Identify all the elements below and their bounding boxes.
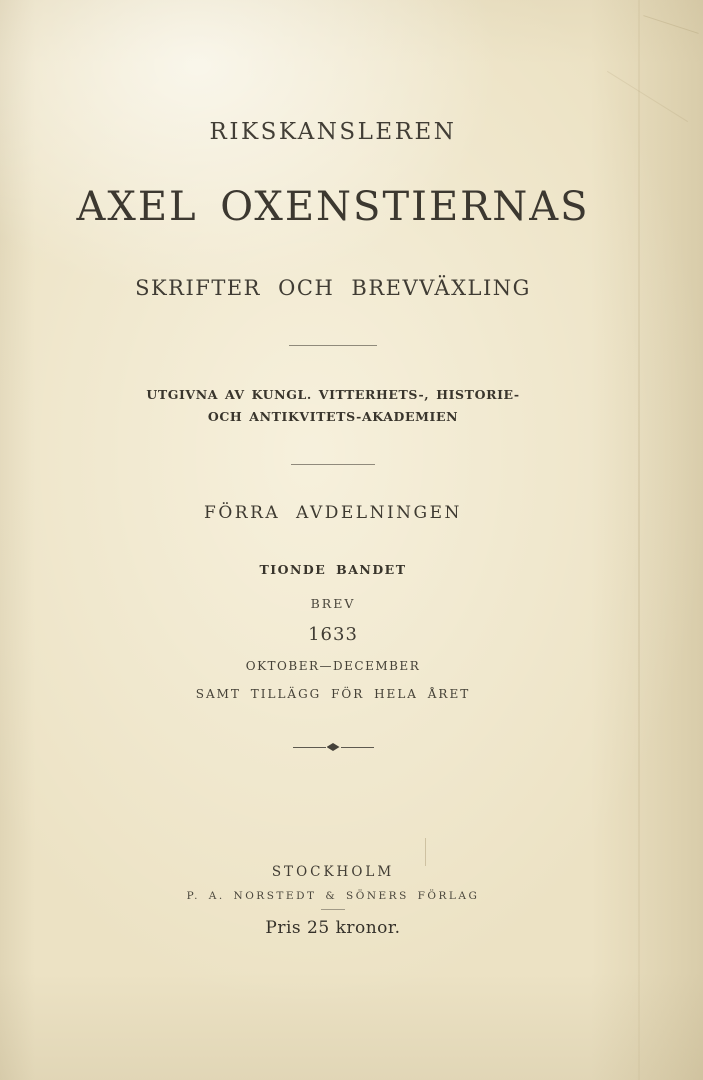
paper-crease-top-right-1: [643, 15, 698, 34]
ornament-line-right: [341, 747, 374, 748]
series-volume: TIONDE BANDET: [259, 562, 407, 577]
separator-rule-2: [0, 464, 666, 465]
kicker-rikskansleren: RIKSKANSLEREN: [209, 119, 457, 145]
series-year: 1633: [308, 624, 358, 645]
ornament-line-left: [293, 747, 326, 748]
issuer-statement: [0, 384, 666, 428]
series-genre: BREV: [310, 596, 356, 611]
imprint-publisher: P. A. NORSTEDT & SÖNERS FÖRLAG: [186, 890, 480, 902]
separator-rule-1: [0, 345, 666, 346]
imprint-city: STOCKHOLM: [271, 864, 395, 880]
series-period: OKTOBER—DECEMBER: [245, 659, 421, 673]
paper-crease-middle: [425, 838, 426, 866]
imprint-price: Pris 25 kronor.: [265, 918, 401, 938]
main-title: AXEL OXENSTIERNAS: [76, 184, 590, 230]
series-supplement: SAMT TILLÄGG FÖR HELA ÅRET: [195, 687, 471, 701]
subtitle: SKRIFTER OCH BREVVÄXLING: [135, 276, 531, 300]
diamond-icon: [327, 743, 340, 751]
paper-crease-top-right-2: [607, 71, 688, 122]
page-curve-shadow: [638, 0, 640, 1080]
series-section: FÖRRA AVDELNINGEN: [204, 503, 462, 523]
separator-rule-3: [0, 909, 666, 910]
diamond-rule-ornament: [0, 742, 666, 752]
issuer-line-1: UTGIVNA AV KUNGL. VITTERHETS-, HISTORIE-: [146, 387, 520, 402]
issuer-line-2: OCH ANTIKVITETS-AKADEMIEN: [207, 409, 459, 424]
